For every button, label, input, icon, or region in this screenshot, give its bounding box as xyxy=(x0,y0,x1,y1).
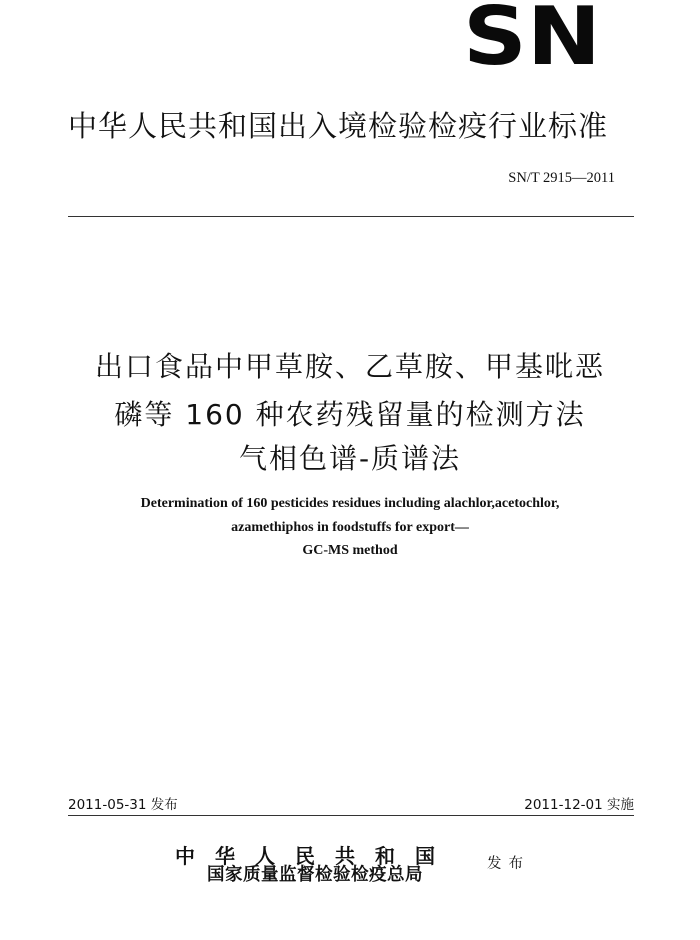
title-en-line-3: GC-MS method xyxy=(302,543,398,558)
top-divider xyxy=(68,216,634,217)
title-zh-line-1: 出口食品中甲草胺、乙草胺、甲基吡恶 xyxy=(94,350,605,383)
standard-number: SN/T 2915—2011 xyxy=(508,170,615,186)
standard-category: 中华人民共和国出入境检验检疫行业标准 xyxy=(68,109,609,143)
publish-date: 2011-05-31 发布 xyxy=(68,797,178,813)
issue-action: 发布 xyxy=(487,856,530,872)
implement-date: 2011-12-01 实施 xyxy=(524,797,634,813)
title-en-line-1: Determination of 160 pesticides residues including alachlor,acetochlor, xyxy=(140,496,560,511)
issuer-line-2: 国家质量监督检验检疫总局 xyxy=(207,865,423,885)
title-zh-line-3: 气相色谱-质谱法 xyxy=(238,442,462,475)
issuer-line-1: 中华人民共和国 xyxy=(175,844,455,868)
title-zh-line-2: 磷等 160 种农药残留量的检测方法 xyxy=(114,398,586,431)
title-en-line-2: azamethiphos in foodstuffs for export— xyxy=(231,520,469,535)
bottom-divider xyxy=(68,815,634,816)
sn-logo xyxy=(462,4,602,66)
sn-logo-text: SN xyxy=(463,4,601,66)
